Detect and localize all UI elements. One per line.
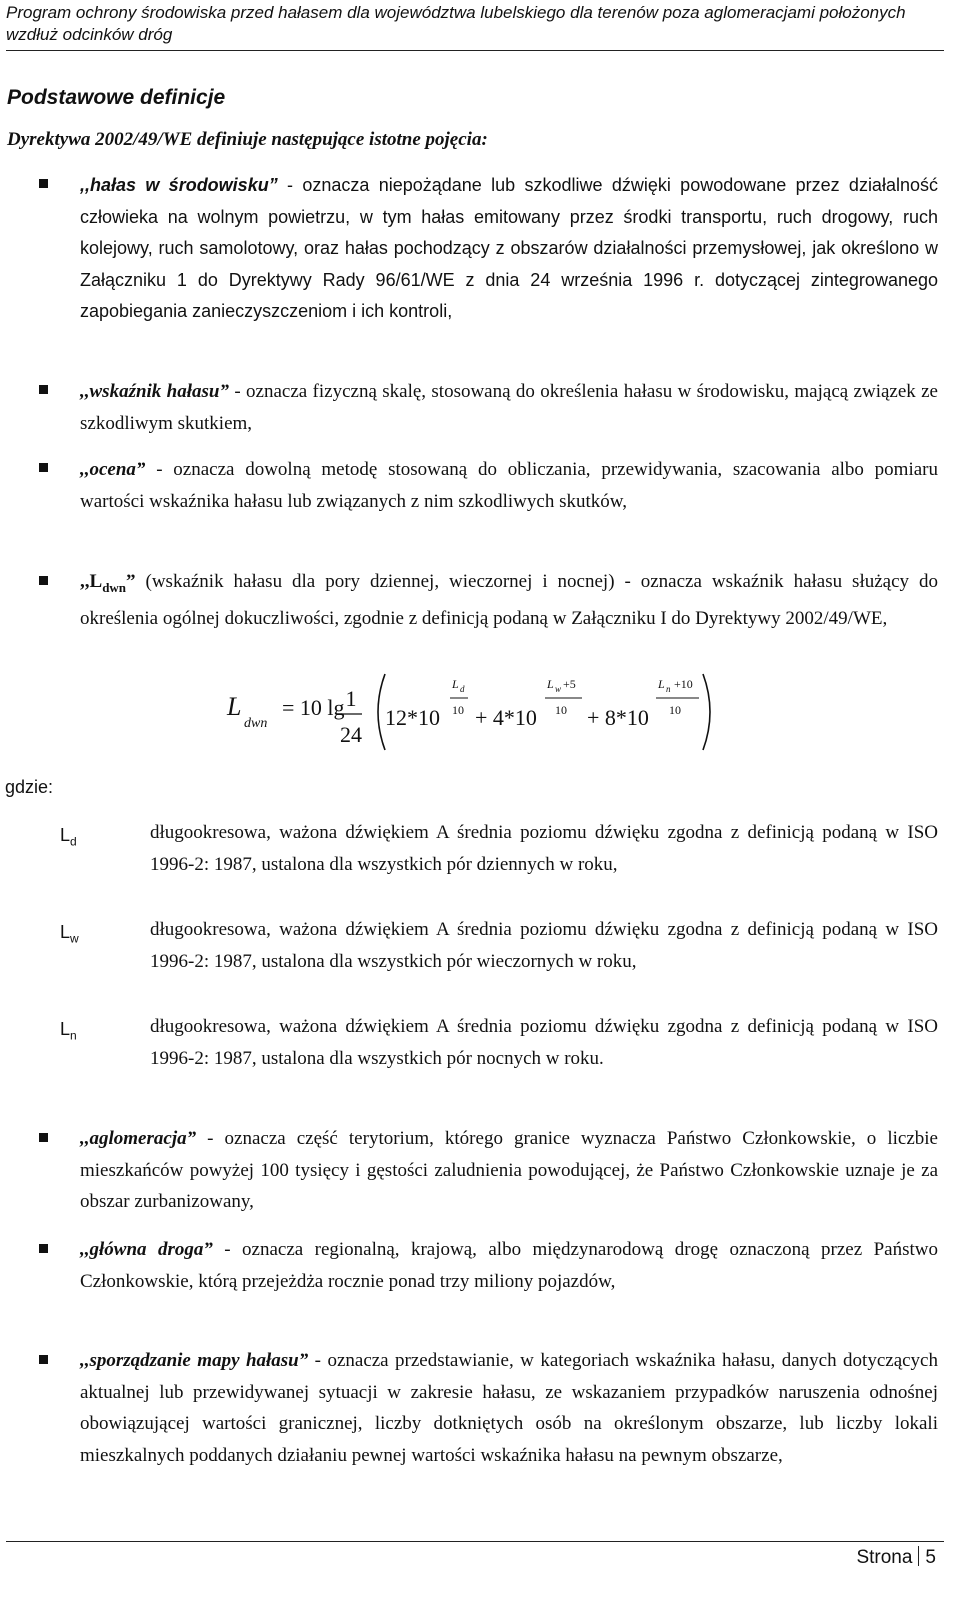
formula-term-3: + 8*10 [587,705,649,730]
page-label: Strona [856,1547,913,1568]
svg-text:10: 10 [555,703,567,717]
footer-divider [6,1541,944,1542]
bullet-marker [39,1355,48,1364]
bullet-marker [39,1133,48,1142]
svg-text:+5: +5 [563,677,576,691]
definition-text: - oznacza przedstawianie, w kategoriach wskaźnika hałasu, danych dotyczących aktualnej lub przewidywanej sytuacji w zakresie hałasu, ze wskazaniem przypadków naruszenia odnośnej obowiązującej wartości granicznej, liczby dotkniętych osób na określonym obszarze, lub liczby lokali mieszkalnych poddanych działaniu pewnej wartości wskaźnika hałasu na pewnym obszarze, [80,1350,938,1466]
definition-item [80,170,938,328]
section-title: Podstawowe definicje [7,86,226,109]
definition-text: (wskaźnik hałasu dla pory dziennej, wieczornej i nocnej) - oznacza wskaźnik hałasu służący do określenia ogólnej dokuczliwości, zgodnie z definicją podaną w Załączniku I do Dyrektywy 2002/49/WE, [80,571,938,630]
definition-term: ,,wskaźnik hałasu” [80,381,229,402]
symbol-ln-definition: długookresowa, ważona dźwiękiem A średnia poziomu dźwięku zgodna z definicją podaną w ISO 1996-2: 1987, ustalona dla wszystkich pór nocnych w roku. [150,1016,938,1069]
symbol-ld: $L_d$ [60,825,77,849]
bullet-marker [39,385,48,394]
definition-term: ,,hałas w środowisku” [80,175,278,195]
document-header: Program ochrony środowiska przed hałasem dla województwa lubelskiego dla terenów poza aglomeracjami położonych wzdłuż odcinków dróg [6,3,906,44]
symbol-ln: $L_n$ [60,1019,77,1043]
svg-text:n: n [666,684,671,694]
definition-item [80,376,938,439]
definition-text: - oznacza dowolną metodę stosowaną do obliczania, przewidywania, szacowania albo pomiaru wartości wskaźnika hałasu lub związanych z nim szkodliwych skutków, [80,459,938,512]
section-subtitle: Dyrektywa 2002/49/WE definiuje następujące istotne pojęcia: [7,129,488,150]
formula-eq: = 10 lg [282,695,345,720]
definition-text: - oznacza niepożądane lub szkodliwe dźwięki powodowane przez działalność człowieka na wolnym powietrzu, w tym hałas emitowany przez środki transportu, ruch drogowy, ruch kolejowy, ruch samolotowy, oraz hałas pochodzący z obszarów działalności przemysłowej, jak określono w Załączniku 1 do Dyrektywy Rady 96/61/WE z dnia 24 września 1996 r. dotyczącej zintegrowanego zapobiegania zanieczyszczeniom i ich kontroli, [80,175,938,321]
svg-text:+10: +10 [674,677,693,691]
formula-frac-den: 24 [340,722,362,747]
formula-term-1: 12*10 [385,705,440,730]
bullet-marker [39,1244,48,1253]
definition-text: - oznacza część terytorium, którego granice wyznacza Państwo Członkowskie, o liczbie mieszkańców powyżej 100 tysięcy i gęstości zaludnienia powodującej, że Państwo Członkowskie uznaje je za obszar zurbanizowany, [80,1128,938,1212]
formula-frac-num: 1 [345,686,357,711]
definition-term: ,,główna droga” [80,1239,213,1260]
definition-term: $,,L_{dwn}$” [80,571,136,595]
bullet-marker [39,576,48,585]
symbol-lw: $L_w$ [60,922,79,946]
formula-lhs-sub: dwn [244,716,268,731]
bullet-marker [39,463,48,472]
bullet-marker [39,179,48,188]
definition-text: - oznacza regionalną, krajową, albo międzynarodową drogę oznaczoną przez Państwo Członkowskie, którą przejeżdża rocznie ponad trzy miliony pojazdów, [80,1239,938,1292]
definition-text: - oznacza fizyczną skalę, stosowaną do określenia hałasu w środowisku, mającą związek ze szkodliwym skutkiem, [80,381,938,434]
formula-lhs: L [227,692,242,721]
definition-item [80,454,938,517]
definition-item [80,1345,938,1471]
formula-term-2: + 4*10 [475,705,537,730]
page-number: 5 [925,1547,936,1568]
definition-item [80,1234,938,1297]
formula-exp-3: L [658,677,665,691]
page-footer [856,1544,936,1572]
svg-text:w: w [555,684,562,694]
svg-text:10: 10 [452,703,464,717]
symbol-lw-definition: długookresowa, ważona dźwiękiem A średnia poziomu dźwięku zgodna z definicją podaną w ISO 1996-2: 1987, ustalona dla wszystkich pór wieczornych w roku, [150,919,938,972]
ldwn-formula [225,666,725,756]
footer-separator [918,1546,919,1566]
svg-text:10: 10 [669,703,681,717]
header-divider [6,50,944,51]
definition-term: ,,aglomeracja” [80,1128,197,1149]
definition-term: ,,ocena” [80,459,146,480]
symbol-ld-definition: długookresowa, ważona dźwiękiem A średnia poziomu dźwięku zgodna z definicją podaną w ISO 1996-2: 1987, ustalona dla wszystkich pór dziennych w roku, [150,822,938,875]
svg-text:d: d [460,684,465,694]
where-label: gdzie: [5,777,54,797]
definition-item [80,1123,938,1218]
definition-term: ,,sporządzanie mapy hałasu” [80,1350,309,1371]
formula-exp-1: L [452,677,459,691]
definition-item [80,566,938,635]
formula-exp-2: L [547,677,554,691]
